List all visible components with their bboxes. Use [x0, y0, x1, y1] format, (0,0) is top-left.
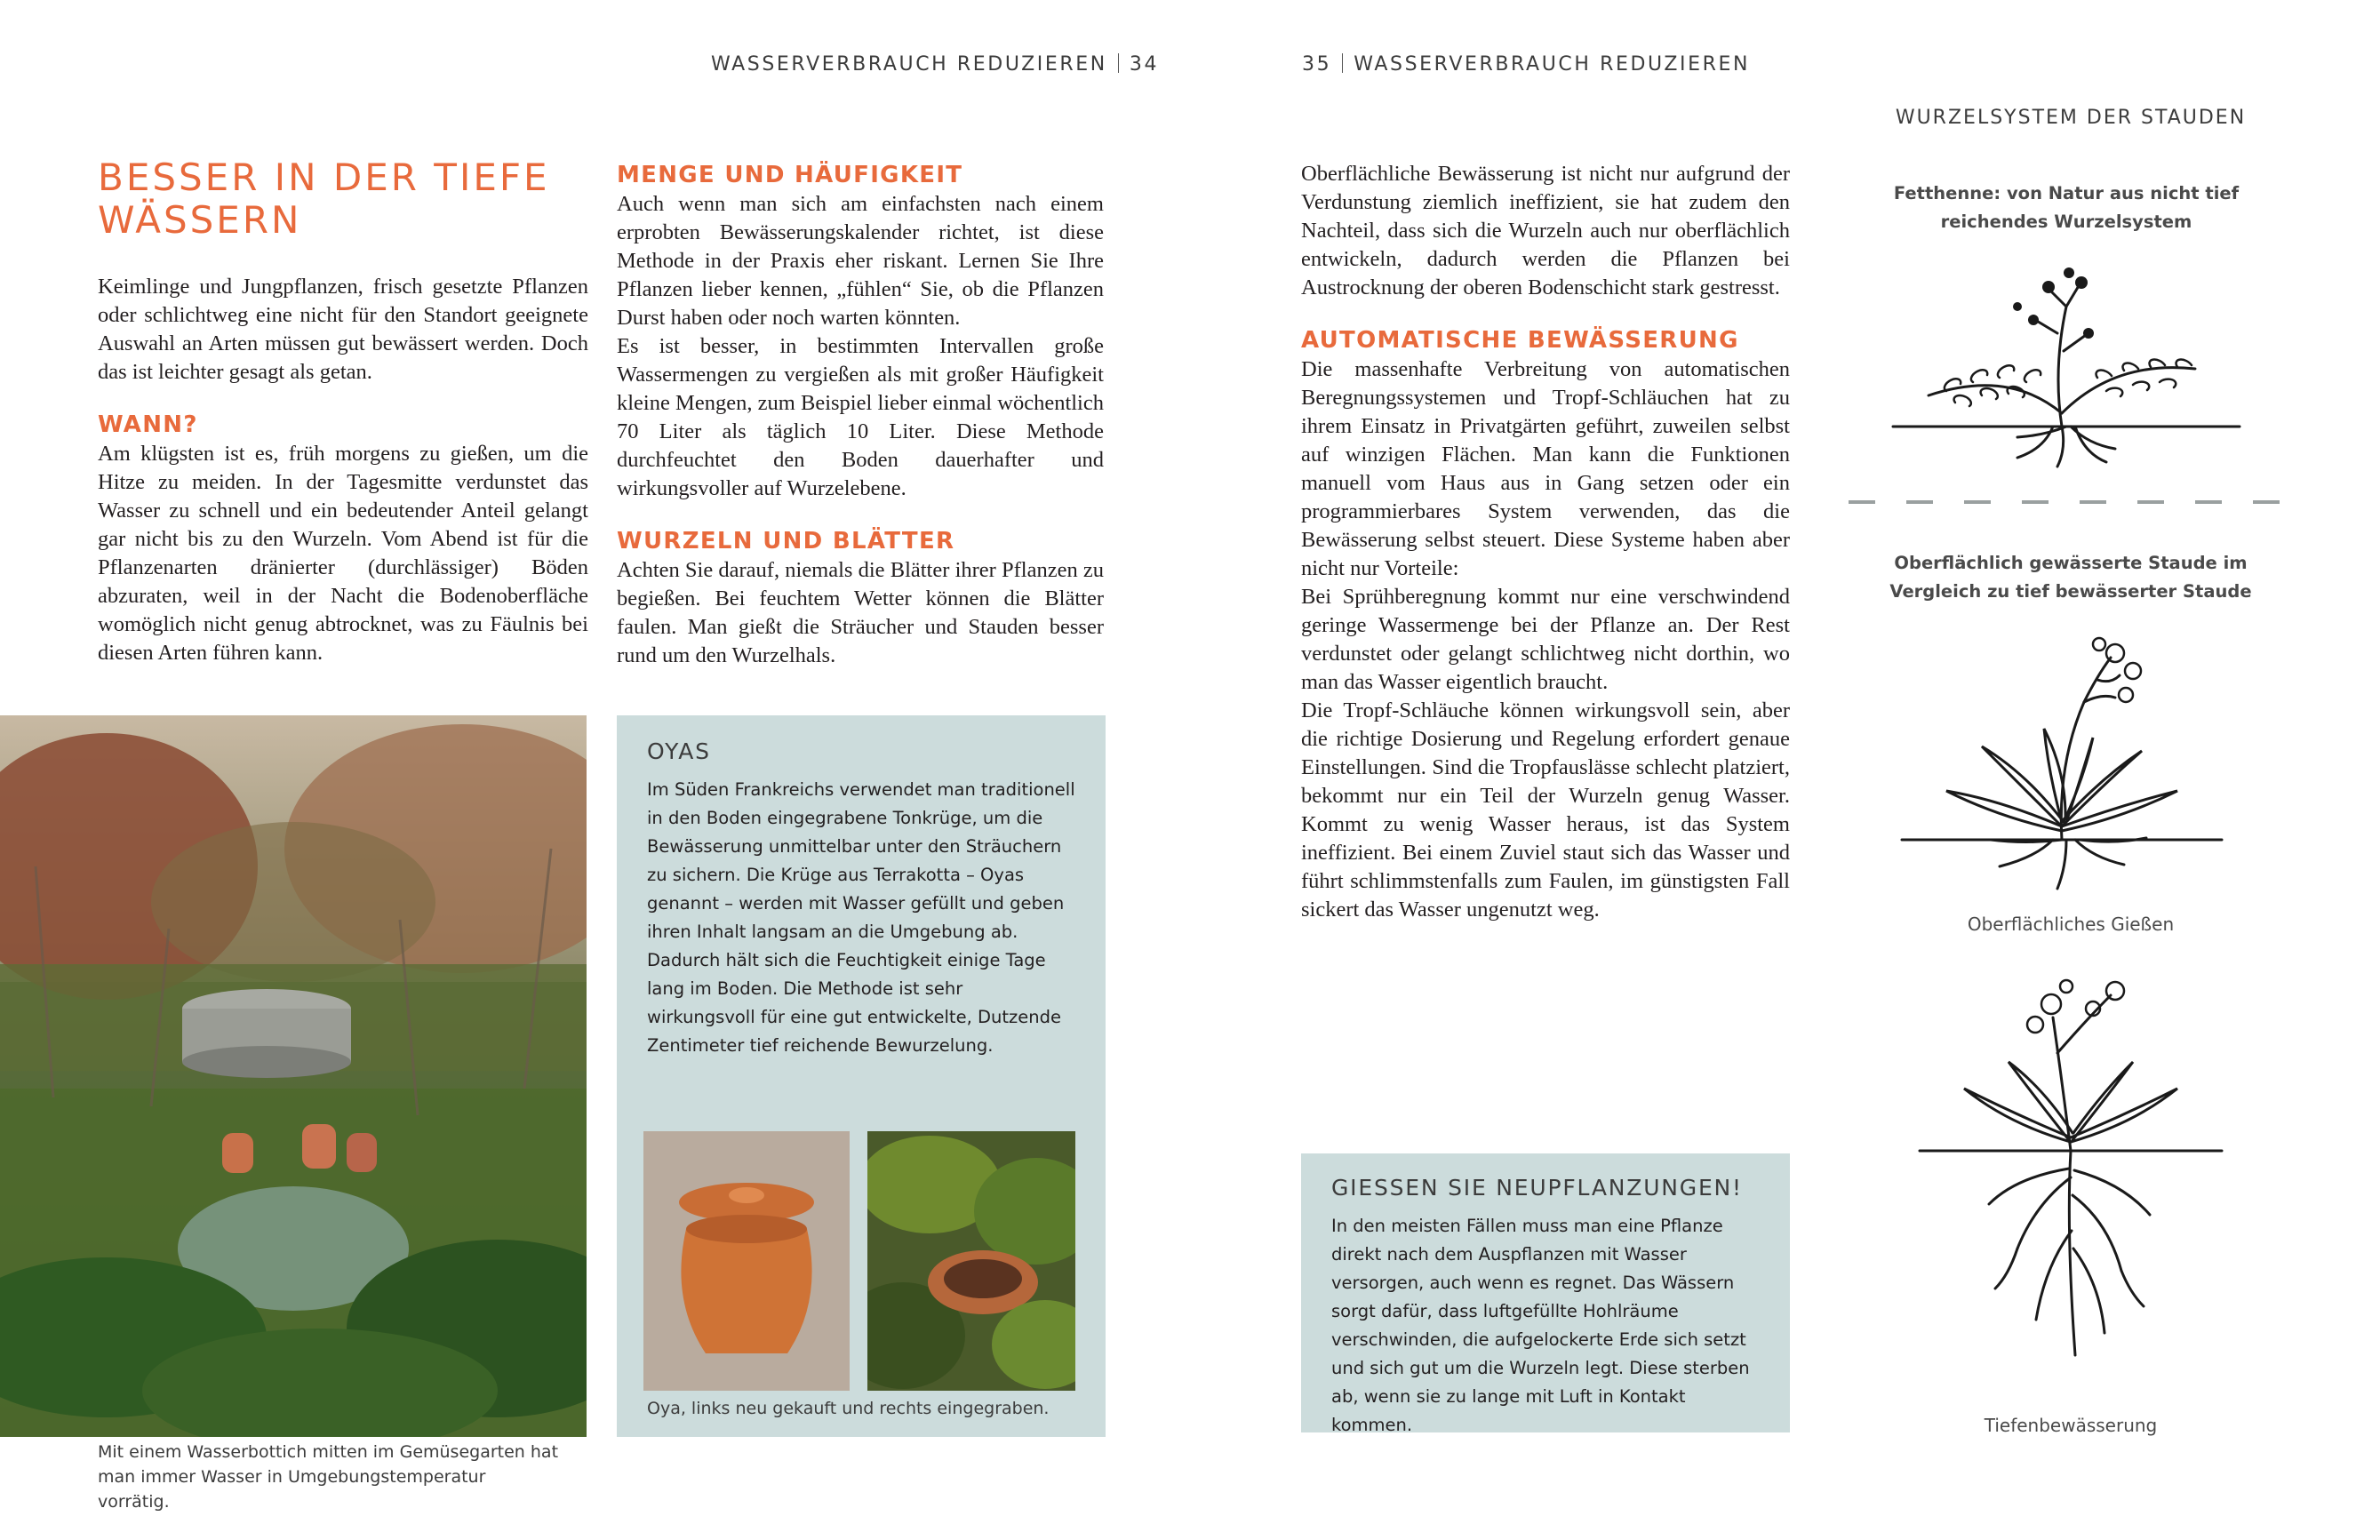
photo-caption: Mit einem Wasserbottich mitten im Gemüsegarten hat man immer Wasser in Umgebungstemperatur vorrätig. — [98, 1442, 559, 1512]
garden-photo — [0, 715, 587, 1437]
section-text-auto-3: Die Tropf-Schläuche können wirkungsvoll sein, aber die richtige Dosierung und Regelung erfordert genaue Einstellungen. Sind die Tropfauslässe schlecht platziert, bekommt nur ein Teil der Wurzeln genug Wasser. Kommt zu wenig Wasser heraus, ist das System ineffizient. Bei einem Zuviel staut sich das Wasser und führt schlimmstenfalls zum Faulen, im günstigsten Fall sickert das Wasser ungenutzt weg. — [1301, 698, 1790, 922]
shallow-root-drawing — [1893, 631, 2231, 906]
running-head-right — [1302, 53, 1750, 76]
neupflanzungen-text: In den meisten Fällen muss man eine Pflanze direkt nach dem Auspflanzen mit Wasser versorgen, auch wenn es regnet. Das Wässern sorgt dafür, dass luftgefüllte Hohlräume verschwinden, die aufgelockerte Erde sich setzt und sich gut um die Wurzeln legt. Diese sterben ab, wenn sie zu lange mit Luft in Kontakt kommen. — [1331, 1216, 1750, 1435]
intro-paragraph-right: Oberflächliche Bewässerung ist nicht nur aufgrund der Verdunstung ziemlich ineffizient, sie hat zudem den Nachteil, dass sich die Wurzeln auch nur oberflächlich entwickeln, dadurch werden die Pflanzen bei Austrocknung der oberen Bodenschicht stark gestresst. — [1301, 162, 1790, 299]
section-heading-wurzeln: WURZELN UND BLÄTTER — [617, 528, 955, 555]
section-text-menge-2: Es ist besser, in bestimmten Intervallen große Wassermengen zu vergießen als mit großer Häufigkeit kleine Mengen, zum Beispiel lieber einmal wöchentlich 70 Liter als täglich 10 Liter. Diese Methode durchfeuchtet den Boden dauerhafter und wirkungsvoller auf Wurzelebene. — [617, 334, 1104, 500]
page-number: 35 — [1302, 53, 1332, 76]
sidebar-heading: WURZELSYSTEM DER STAUDEN — [1895, 107, 2247, 129]
intro-paragraph: Keimlinge und Jungpflanzen, frisch gesetzte Pflanzen oder schlichtweg eine nicht für den Standort geeignete Auswahl an Arten müssen gut bewässert werden. Doch das ist leichter gesagt als getan. — [98, 275, 588, 384]
running-head-left — [711, 53, 1159, 76]
fig2-caption: Oberflächliches Gießen — [1967, 914, 2175, 935]
oyas-box-text: Im Süden Frankreichs verwendet man traditionell in den Boden eingegrabene Tonkrüge, um die Bewässerung unmittelbar unter den Sträuchern zu sichern. Die Krüge aus Terrakotta – Oyas genannt – werden mit Wasser gefüllt und geben ihren Inhalt langsam an die Umgebung ab. Dadurch hält sich die Feuchtigkeit einige Tage lang im Boden. Die Methode ist sehr wirkungsvoll für eine gut entwickelte, Dutzende Zentimeter tief reichende Bewurzelung. — [647, 779, 1075, 1056]
chapter-title — [98, 156, 595, 242]
neupflanzungen-heading: GIESSEN SIE NEUPFLANZUNGEN! — [1331, 1175, 1743, 1201]
middle-column — [617, 160, 1104, 670]
page-number: 34 — [1129, 53, 1160, 76]
section-heading-auto: AUTOMATISCHE BEWÄSSERUNG — [1301, 327, 1739, 354]
fig3-caption: Tiefenbewässerung — [1984, 1415, 2158, 1436]
section-text-auto-2: Bei Sprühberegnung kommt nur eine verschwindend geringe Wassermenge bei der Pflanze an. Der Rest verdunstet oder gelangt schlichtweg nicht dorthin, wo man das Wasser eigentlich braucht. — [1301, 585, 1790, 694]
oya-new-photo — [643, 1131, 850, 1391]
running-head-text: WASSERVERBRAUCH REDUZIEREN — [1354, 53, 1751, 76]
section-heading-wann: WANN? — [98, 411, 198, 438]
oyas-box-heading: OYAS — [647, 738, 711, 764]
oyas-photo-caption: Oya, links neu gekauft und rechts eingegraben. — [647, 1399, 1050, 1418]
oyas-box — [617, 715, 1106, 1437]
section-text-wann: Am klügsten ist es, früh morgens zu gießen, um die Hitze zu meiden. In der Tagesmitte verdunstet das Wasser zu schnell und ein bedeutender Anteil gelangt gar nicht bis zu den Wurzeln. Vom Abend ist für die Pflanzenarten dränierter (durchlässiger) Böden abzuraten, weil in der Nacht die Bodenoberfläche womöglich nicht genug abtrocknet, was zu Fäulnis bei diesen Arten führen kann. — [98, 442, 588, 665]
section-text-menge: Auch wenn man sich am einfachsten nach einem erprobten Bewässerungskalender richtet, ist diese Methode in der Praxis eher riskant. Lernen Sie Ihre Pflanzen lieber kennen, „fühlen“ Sie, ob die Pflanzen Durst haben oder noch warten könnten. — [617, 192, 1104, 330]
fig2-title: Oberflächlich gewässerte Staude im Vergleich zu tief bewässerter Staude — [1889, 553, 2252, 602]
dashed-divider — [1849, 500, 2293, 504]
deep-root-drawing — [1911, 964, 2231, 1382]
oya-buried-photo — [867, 1131, 1075, 1391]
section-heading-menge: MENGE UND HÄUFIGKEIT — [617, 162, 963, 188]
title-line: WÄSSERN — [98, 198, 302, 242]
right-text-column — [1301, 160, 1790, 924]
left-column — [98, 273, 588, 667]
section-text-wurzeln: Achten Sie darauf, niemals die Blätter ihrer Pflanzen zu begießen. Bei feuchtem Wetter können die Blätter faulen. Man gießt die Sträucher und Stauden besser rund um den Wurzelhals. — [617, 558, 1104, 667]
section-text-auto-1: Die massenhafte Verbreitung von automatischen Beregnungssystemen und Tropf-Schläuchen hat zu ihrem Einsatz in Privatgärten geführt, zuweilen selbst auf winzigen Flächen. Man kann die Funktionen manuell vom Haus aus in Gang setzen oder ein programmierbares System verwenden, das die Bewässerung selbst steuert. Diese Systeme haben aber nicht nur Vorteile: — [1301, 357, 1790, 580]
neupflanzungen-box — [1301, 1153, 1790, 1435]
fig1-title: Fetthenne: von Natur aus nicht tief reichendes Wurzelsystem — [1893, 183, 2240, 232]
title-line: BESSER IN DER TIEFE — [98, 156, 550, 199]
sedum-root-drawing — [1875, 253, 2257, 484]
running-head-text: WASSERVERBRAUCH REDUZIEREN — [711, 53, 1107, 76]
